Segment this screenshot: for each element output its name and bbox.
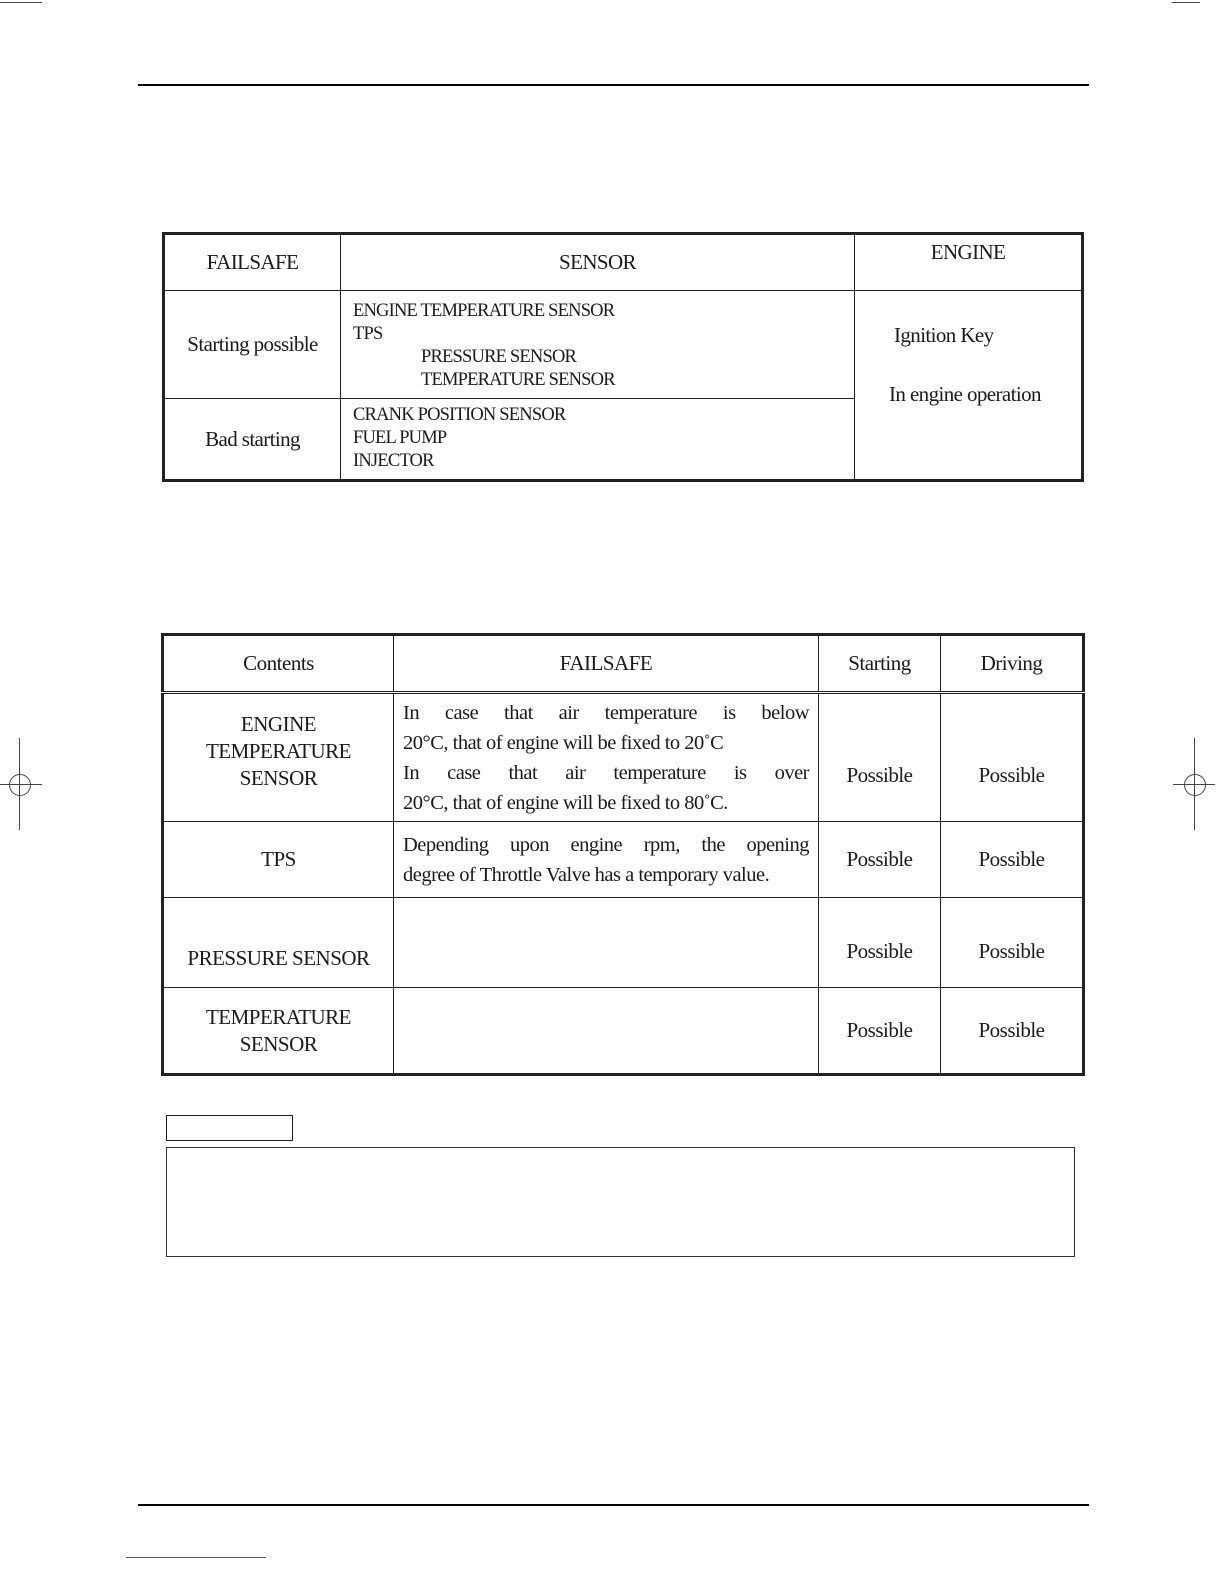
note-label-box	[166, 1115, 293, 1141]
driving-status: Possible	[941, 693, 1084, 822]
starting-status: Possible	[819, 693, 941, 822]
failsafe-line: 20°C, that of engine will be fixed to 20˚C	[403, 731, 724, 754]
sensor-item: FUEL PUMP	[353, 427, 447, 448]
contents-cell	[163, 898, 394, 988]
contents-cell	[163, 693, 394, 822]
table-header-row	[164, 234, 1083, 291]
driving-status: Possible	[941, 988, 1084, 1075]
failsafe-line: In case that air temperature is below	[403, 701, 809, 724]
table-row	[163, 693, 1084, 822]
driving-status: Possible	[941, 898, 1084, 988]
header-contents: Contents	[163, 635, 394, 693]
starting-status: Possible	[819, 898, 941, 988]
sensor-item: CRANK POSITION SENSOR	[353, 404, 566, 425]
footer-link-underline	[126, 1557, 266, 1558]
contents-line: TPS	[261, 847, 296, 871]
header-sensor: SENSOR	[341, 234, 855, 291]
contents-cell	[163, 822, 394, 898]
crop-mark-top-right	[1172, 2, 1200, 3]
engine-line: In engine operation	[889, 382, 1041, 406]
sensor-item: ENGINE TEMPERATURE SENSOR	[353, 300, 615, 321]
failsafe-description	[394, 898, 819, 988]
header-failsafe: FAILSAFE	[394, 635, 819, 693]
note-box	[166, 1147, 1075, 1257]
crop-mark-top-left	[0, 2, 42, 3]
contents-line: ENGINE	[240, 712, 317, 736]
sensor-list	[341, 291, 855, 399]
sensor-item: TPS	[353, 323, 383, 344]
contents-line: TEMPERATURE	[205, 739, 351, 763]
header-failsafe: FAILSAFE	[164, 234, 341, 291]
contents-line: PRESSURE SENSOR	[187, 946, 370, 970]
failsafe-line: 20°C, that of engine will be fixed to 80˚C.	[403, 791, 728, 814]
failsafe-starting-possible: Starting possible	[164, 291, 341, 399]
starting-status: Possible	[819, 822, 941, 898]
footer-rule	[138, 1504, 1089, 1506]
table-row	[164, 291, 1083, 399]
failsafe-detail-table	[161, 633, 1085, 1076]
sensor-item: PRESSURE SENSOR	[421, 346, 577, 367]
table-row	[163, 898, 1084, 988]
failsafe-line: Depending upon engine rpm, the opening	[403, 833, 809, 856]
failsafe-description	[394, 693, 819, 822]
failsafe-line: In case that air temperature is over	[403, 761, 809, 784]
header-engine: ENGINE	[855, 234, 1083, 291]
failsafe-description	[394, 822, 819, 898]
table-row	[163, 988, 1084, 1075]
failsafe-bad-starting: Bad starting	[164, 399, 341, 481]
table-header-row	[163, 635, 1084, 693]
header-starting: Starting	[819, 635, 941, 693]
failsafe-description	[394, 988, 819, 1075]
driving-status: Possible	[941, 822, 1084, 898]
header-rule	[138, 84, 1089, 86]
registration-mark-right	[1170, 738, 1215, 830]
contents-cell	[163, 988, 394, 1075]
table-row	[163, 822, 1084, 898]
contents-line: TEMPERATURE	[205, 1004, 351, 1029]
failsafe-line: degree of Throttle Valve has a temporary value.	[403, 863, 770, 886]
contents-line: SENSOR	[239, 766, 318, 790]
engine-line: Ignition Key	[894, 323, 994, 347]
sensor-item: TEMPERATURE SENSOR	[421, 369, 615, 390]
failsafe-summary-table	[162, 232, 1084, 482]
starting-status: Possible	[819, 988, 941, 1075]
contents-line: SENSOR	[239, 1031, 318, 1056]
sensor-item: INJECTOR	[353, 450, 434, 471]
registration-mark-left	[0, 738, 45, 830]
sensor-list	[341, 399, 855, 481]
engine-cell	[855, 291, 1083, 481]
header-driving: Driving	[941, 635, 1084, 693]
